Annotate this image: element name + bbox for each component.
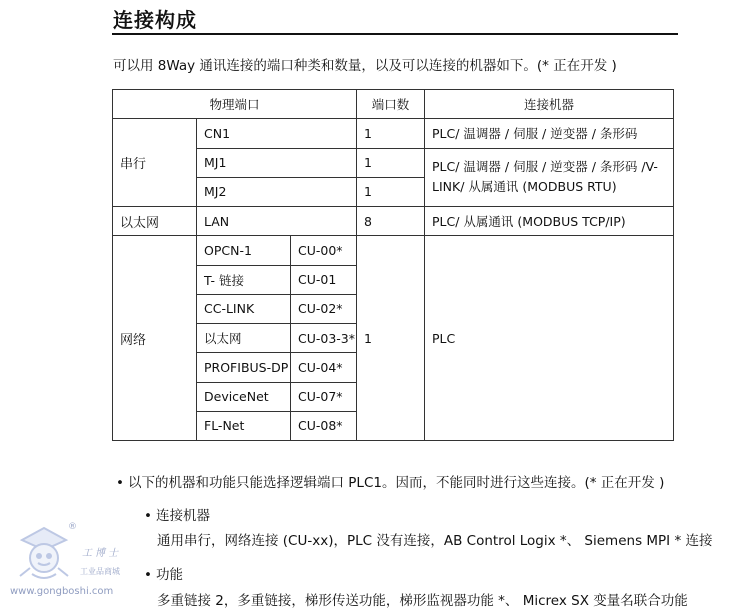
table-row [113,119,674,148]
bullet-icon: • [144,508,152,524]
network-name: T- 链接 [197,265,291,294]
connection-table [112,89,674,441]
header-port: 物理端口 [113,90,357,119]
watermark-registered: ® [68,522,77,532]
watermark-url: www.gongboshi.com [10,586,114,597]
table-row [113,236,674,265]
watermark-brand: 工博士 [82,548,121,559]
table-row [113,148,674,177]
network-name: OPCN-1 [197,236,291,265]
network-code: CU-02* [291,294,357,323]
page-title: 连接构成 [113,8,197,32]
device-list: PLC/ 从属通讯 (MODBUS TCP/IP) [425,207,674,236]
network-code: CU-00* [291,236,357,265]
port-name: LAN [197,207,357,236]
category-ethernet: 以太网 [113,207,197,236]
device-list: PLC/ 温调器 / 伺服 / 逆变器 / 条形码 /V-LINK/ 从属通讯 (MODBUS RTU) [425,148,674,207]
watermark-subtitle: 工业品商城 [80,567,120,576]
bullet-icon: • [144,567,152,583]
network-name: 以太网 [197,324,291,353]
network-code: CU-08* [291,411,357,440]
note-main-text: 以下的机器和功能只能选择逻辑端口 PLC1。因而，不能同时进行这些连接。(* 正在开发 ) [128,475,665,491]
category-serial: 串行 [113,119,197,207]
port-count: 1 [357,148,425,177]
intro-text: 可以用 8Way 通讯连接的端口种类和数量，以及可以连接的机器如下。(* 正在开发 ) [113,58,617,74]
note-functions-text: 多重链接 2，多重链接，梯形传送功能，梯形监视器功能 *、 Micrex SX 变量名联合功能 [157,593,688,609]
port-count: 1 [357,119,425,148]
device-list: PLC [425,236,674,441]
network-name: CC-LINK [197,294,291,323]
bullet-icon: • [116,475,124,491]
header-count: 端口数 [357,90,425,119]
port-count: 1 [357,236,425,441]
table-row [113,207,674,236]
port-count: 8 [357,207,425,236]
note-main [116,471,664,491]
port-count: 1 [357,177,425,206]
note-devices-text: 通用串行，网络连接 (CU-xx)，PLC 没有连接，AB Control Logix *、 Siemens MPI * 连接 [157,533,713,549]
network-code: CU-03-3* [291,324,357,353]
table-header-row [113,90,674,119]
category-network: 网络 [113,236,197,441]
port-name: MJ2 [197,177,357,206]
network-code: CU-07* [291,382,357,411]
network-code: CU-04* [291,353,357,382]
device-list: PLC/ 温调器 / 伺服 / 逆变器 / 条形码 [425,119,674,148]
header-device: 连接机器 [425,90,674,119]
network-name: PROFIBUS-DP [197,353,291,382]
network-name: DeviceNet [197,382,291,411]
network-name: FL-Net [197,411,291,440]
port-name: MJ1 [197,148,357,177]
note-functions-label: 功能 [156,567,183,583]
port-name: CN1 [197,119,357,148]
network-code: CU-01 [291,265,357,294]
title-divider [112,33,678,35]
note-devices-label: 连接机器 [156,508,210,524]
